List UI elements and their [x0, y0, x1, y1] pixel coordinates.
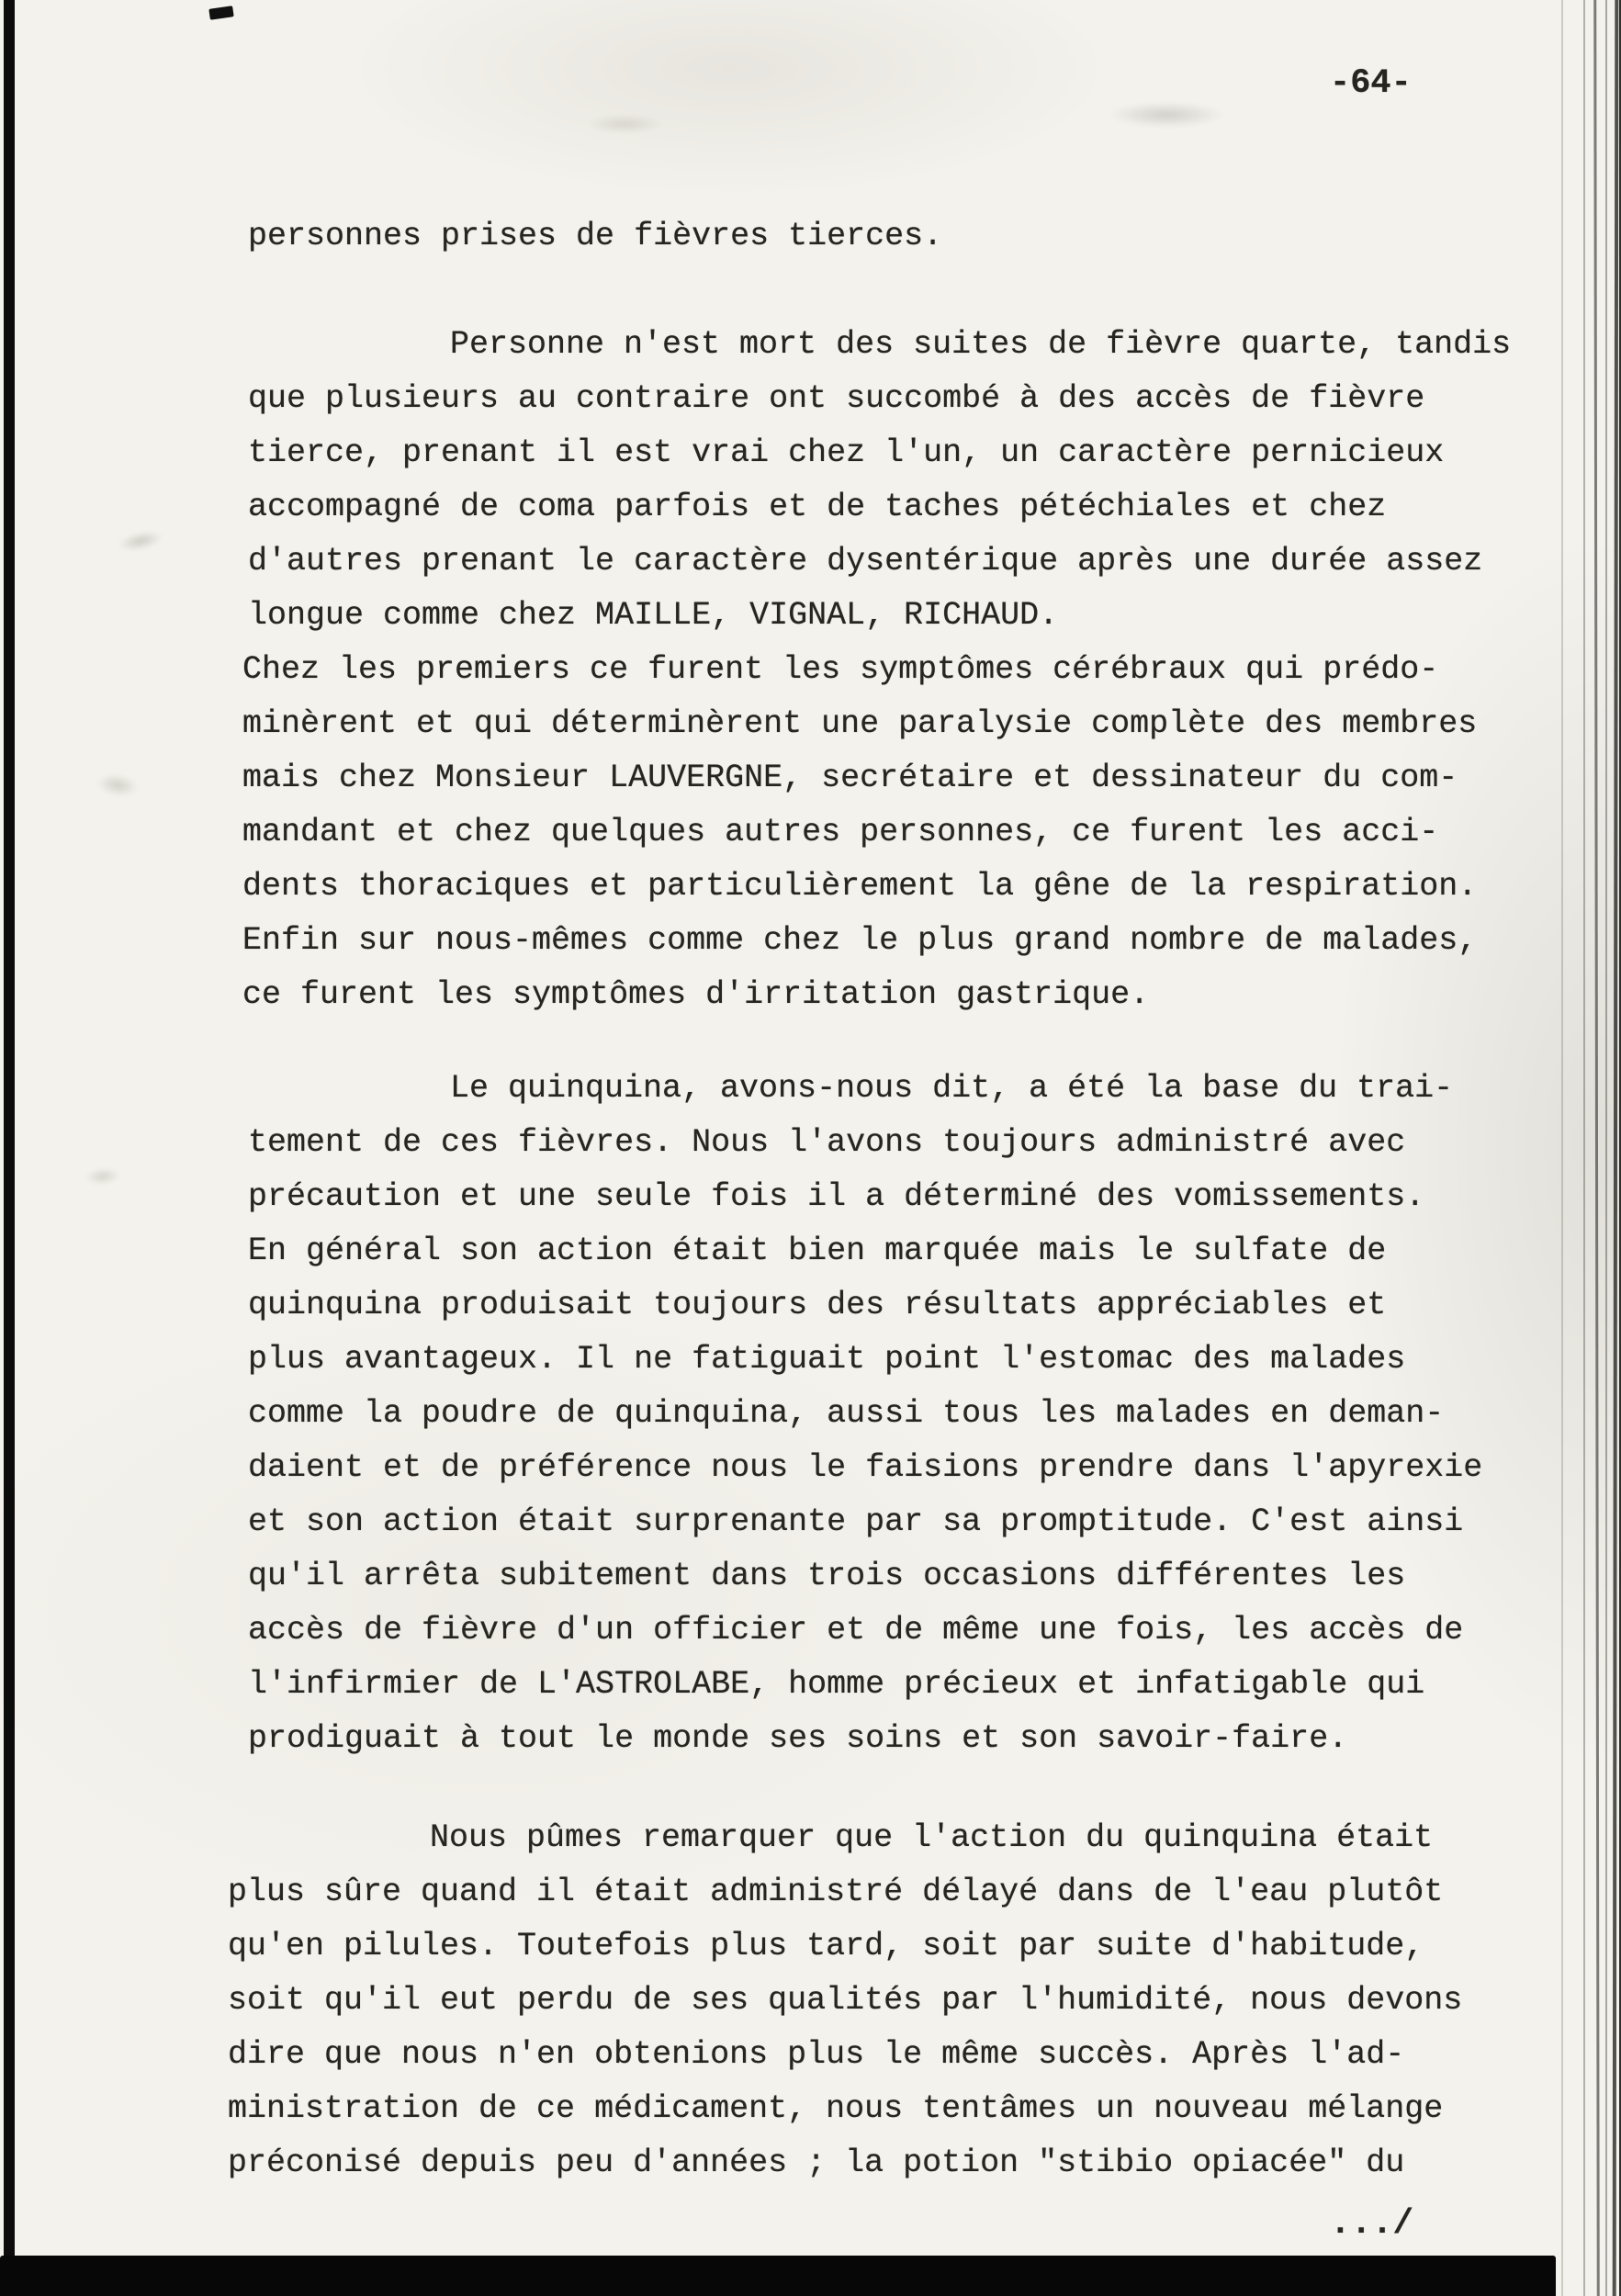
text-line: accompagné de coma parfois et de taches pétéchiales et chez	[248, 489, 1387, 525]
text-line: dire que nous n'en obtenions plus le même succès. Après l'ad-	[228, 2036, 1405, 2073]
text-line: mais chez Monsieur LAUVERGNE, secrétaire et dessinateur du com-	[242, 760, 1458, 796]
text-line: que plusieurs au contraire ont succombé à des accès de fièvre	[248, 380, 1425, 417]
text-line: ce furent les symptômes d'irritation gastrique.	[242, 976, 1150, 1013]
text-line: minèrent et qui déterminèrent une paralysie complète des membres	[242, 705, 1478, 742]
text-line: plus sûre quand il était administré délayé dans de l'eau plutôt	[228, 1874, 1444, 1910]
text-line: prodiguait à tout le monde ses soins et son savoir-faire.	[248, 1720, 1348, 1757]
text-line: tierce, prenant il est vrai chez l'un, un caractère pernicieux	[248, 434, 1445, 471]
page-number: -64-	[1330, 64, 1412, 103]
text-line: dents thoraciques et particulièrement la gêne de la respiration.	[242, 868, 1478, 905]
text-line: préconisé depuis peu d'années ; la potion "stibio opiacée" du	[228, 2144, 1405, 2181]
text-line: mandant et chez quelques autres personnes, ce furent les acci-	[242, 814, 1439, 850]
paragraph	[248, 209, 1570, 264]
text-line: Nous pûmes remarquer que l'action du quinquina était	[430, 1819, 1434, 1856]
text-line: plus avantageux. Il ne fatiguait point l'estomac des malades	[248, 1341, 1406, 1378]
text-line: qu'en pilules. Toutefois plus tard, soit par suite d'habitude,	[228, 1928, 1424, 1964]
text-line: comme la poudre de quinquina, aussi tous les malades en deman-	[248, 1395, 1445, 1432]
text-line: l'infirmier de L'ASTROLABE, homme précieux et infatigable qui	[248, 1666, 1425, 1703]
text-line: Enfin sur nous-mêmes comme chez le plus grand nombre de malades,	[242, 922, 1478, 959]
text-line: qu'il arrêta subitement dans trois occasions différentes les	[248, 1558, 1406, 1594]
text-line: quinquina produisait toujours des résultats appréciables et	[248, 1287, 1387, 1323]
text-line: personnes prises de fièvres tierces.	[248, 218, 943, 254]
text-line: En général son action était bien marquée mais le sulfate de	[248, 1232, 1387, 1269]
text-line: précaution et une seule fois il a déterminé des vomissements.	[248, 1178, 1425, 1215]
text-line: longue comme chez MAILLE, VIGNAL, RICHAUD.	[248, 597, 1059, 634]
text-line: accès de fièvre d'un officier et de même une fois, les accès de	[248, 1612, 1464, 1649]
text-line: Le quinquina, avons-nous dit, a été la base du trai-	[450, 1070, 1454, 1107]
text-line: tement de ces fièvres. Nous l'avons toujours administré avec	[248, 1124, 1406, 1161]
text-line: d'autres prenant le caractère dysentérique après une durée assez	[248, 543, 1483, 580]
paragraph	[248, 318, 1570, 643]
continuation-mark: .../	[1330, 2204, 1414, 2244]
paragraph	[248, 1062, 1570, 1766]
text-line: daient et de préférence nous le faisions prendre dans l'apyrexie	[248, 1449, 1483, 1486]
text-line: Chez les premiers ce furent les symptômes cérébraux qui prédo-	[242, 651, 1439, 688]
text-line: et son action était surprenante par sa promptitude. C'est ainsi	[248, 1503, 1464, 1540]
paragraph	[228, 1811, 1550, 2190]
text-line: soit qu'il eut perdu de ses qualités par l'humidité, nous devons	[228, 1982, 1463, 2019]
text-line: ministration de ce médicament, nous tentâmes un nouveau mélange	[228, 2090, 1444, 2127]
text-line: Personne n'est mort des suites de fièvre quarte, tandis	[450, 326, 1512, 363]
paragraph	[242, 643, 1565, 1022]
